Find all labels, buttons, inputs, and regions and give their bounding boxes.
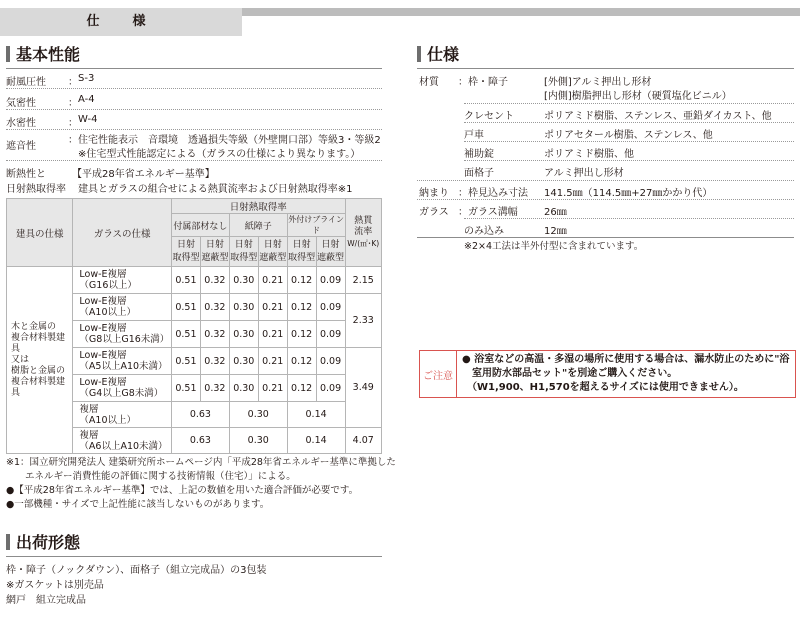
caution-line: 室用防水部品セット"を別途ご購入ください。 [462,368,678,379]
value-cell: 0.21 [258,267,287,294]
value-cell: 0.21 [258,321,287,348]
glass-range: （G16以上） [79,280,137,291]
sep: ： [68,118,78,129]
glass-range: （A5以上A10未満） [79,361,168,372]
page-title: 仕 様 [86,14,156,29]
fitting-line: 又は [11,354,30,365]
value-cell: 0.09 [316,321,345,348]
fitting-spec-cell [7,267,73,454]
glass-range: （A10以上） [79,307,137,318]
sub-header-text: 日射 [176,239,195,250]
insulation-value-1: 【平成28年省エネルギー基準】 [72,169,215,180]
value-cell: 0.51 [171,294,200,321]
material-label: 材質 [419,77,439,88]
sub-header [316,237,345,267]
value-cell: 0.09 [316,294,345,321]
value-cell: 0.30 [229,348,258,375]
glass-type: Low-E複層 [79,350,127,361]
sound-label: 遮音性 [6,141,36,152]
spec-value: ポリアミド樹脂、ステンレス、亜鉛ダイカスト、他 [544,111,772,122]
group-header: 外付けブラインド [288,215,344,235]
thermal-cell: 2.15 [345,267,381,294]
fitting-line: 木と金属の [11,321,57,332]
section-heading-text: 基本性能 [16,45,81,64]
sub-header-text: 取得型 [172,252,200,263]
value-cell: 0.51 [171,267,200,294]
wind-label: 耐風圧性 [6,77,46,88]
value-cell: 0.14 [287,402,345,428]
divider [417,237,794,238]
sound-value-1: 住宅性能表示 音環境 透過損失等級（外壁開口部）等級3・等級2 [78,135,381,146]
glass-cell [73,402,172,428]
divider [464,141,794,142]
heading-bar-icon [6,46,10,62]
col-header-thermal [345,199,381,267]
spec-sub: クレセント [464,111,514,122]
glass-type: 複層 [79,403,99,415]
col-header-glass: ガラスの仕様 [73,199,172,267]
sep: ： [68,77,78,88]
value-cell: 0.32 [200,294,229,321]
glass-label: ガラス [419,207,449,218]
spec-sub: 補助錠 [464,149,494,160]
insulation-value-2: 建具とガラスの組合せによる熱貫流率および日射熱取得率※1 [78,184,353,195]
material-sub: 枠・障子 [468,77,508,88]
value-cell: 0.09 [316,375,345,402]
glass-cell [73,321,172,348]
sub-header [200,237,229,267]
spec-value: ポリアセタール樹脂、ステンレス、他 [544,130,713,141]
shipping-line: 枠・障子（ノックダウン）、面格子（組立完成品）の3包装 [6,565,267,576]
shipping-line: ※ガスケットは別売品 [6,580,104,591]
thermal-unit: W/(㎡･K) [347,239,380,248]
sep: ： [458,207,468,218]
value-cell: 0.32 [200,267,229,294]
sep: ： [458,77,468,88]
performance-table [6,198,382,454]
spec-value: アルミ押出し形材 [544,168,624,179]
glass-cell [73,267,172,294]
section-heading-text: 仕様 [427,45,460,64]
thermal-cell: 4.07 [345,428,381,454]
material-value-1: [外側]アルミ押出し形材 [544,77,652,88]
footnote: ●【平成28年省エネルギー基準】では、上記の数値を用いた適合評価が必要です。 [6,485,359,496]
spec-sub: 面格子 [464,168,494,179]
sub-header-text: 日射 [263,239,282,250]
divider [464,218,794,219]
sub-header-text: 遮蔽型 [259,252,287,263]
sep: ： [458,188,468,199]
divider [464,103,794,104]
thermal-line: 熱貫 [354,216,373,226]
airtight-label: 気密性 [6,98,36,109]
glass-value: 26㎜ [544,207,567,218]
value-cell: 0.12 [287,348,316,375]
value-cell: 0.63 [171,402,229,428]
value-cell: 0.14 [287,428,345,454]
fitting-line: 複合材料製建具 [11,376,66,398]
insulation-label-2: 日射熱取得率 [6,184,66,195]
divider [6,68,382,69]
glass-type: Low-E複層 [79,296,127,307]
divider [6,160,382,161]
divider [417,199,794,200]
shipping-line: 網戸 組立完成品 [6,595,86,606]
sub-header [287,237,316,267]
glass-range: （G8以上G16未満） [79,334,170,345]
footnote: エネルギー消費性能の評価に関する技術情報（住宅）」による。 [6,471,296,482]
value-cell: 0.12 [287,294,316,321]
fitting-line: 複合材料製建具 [11,332,66,354]
divider [417,180,794,181]
airtight-value: A-4 [78,94,95,105]
group-header: 紙障子 [229,214,287,237]
spec-sub: 戸車 [464,130,484,141]
fit-sub: 枠見込み寸法 [468,188,528,199]
sep: ： [68,135,78,146]
section-heading-spec [417,44,459,66]
value-cell: 0.51 [171,348,200,375]
sub-header [258,237,287,267]
divider [6,109,382,110]
divider [464,160,794,161]
sub-header-text: 日射 [234,239,253,250]
watertight-value: W-4 [78,114,98,125]
sub-header-text: 遮蔽型 [317,252,345,263]
value-cell: 0.51 [171,321,200,348]
value-cell: 0.30 [229,428,287,454]
glass-range: （A6以上A10未満） [79,440,168,452]
thermal-cell: 2.33 [345,294,381,348]
value-cell: 0.09 [316,348,345,375]
value-cell: 0.30 [229,267,258,294]
material-value-2: [内側]樹脂押出し形材（硬質塩化ビニル） [544,91,732,102]
value-cell: 0.32 [200,375,229,402]
fitting-line: 樹脂と金属の [11,365,66,376]
section-heading-performance [6,44,80,66]
glass-note: ※2×4工法は半外付型に含まれています。 [464,241,644,252]
glass-sub: ガラス溝幅 [468,207,518,218]
divider [464,122,794,123]
caution-box [419,350,796,398]
sub-header [171,237,200,267]
thermal-line: 流率 [354,227,373,237]
glass-cell [73,294,172,321]
value-cell: 0.51 [171,375,200,402]
sub-header-text: 日射 [292,239,311,250]
sub-header-text: 遮蔽型 [201,252,229,263]
sep: ： [68,98,78,109]
value-cell: 0.12 [287,267,316,294]
glass-type: Low-E複層 [79,269,127,280]
value-cell: 0.21 [258,348,287,375]
glass-range: （A10以上） [79,414,137,426]
footnote: ※1：国立研究開発法人 建築研究所ホームページ内「平成28年省エネルギー基準に準拠した [6,457,396,468]
footnote: ●一部機種・サイズで上記性能に該当しないものがあります。 [6,499,270,510]
caution-body [462,353,792,395]
heading-bar-icon [6,534,10,550]
header-line [242,8,800,16]
page-header [0,8,800,36]
glass-cell [73,375,172,402]
fit-label: 納まり [419,188,449,199]
caution-line: ● 浴室などの高温・多湿の場所に使用する場合は、漏水防止のために"浴 [462,354,790,365]
glass-cell [73,428,172,454]
thermal-cell: 3.49 [345,348,381,428]
divider [6,556,382,557]
divider [6,129,382,130]
glass-type: Low-E複層 [79,323,127,334]
glass-value: 12㎜ [544,226,567,237]
value-cell: 0.63 [171,428,229,454]
value-cell: 0.21 [258,294,287,321]
value-cell: 0.21 [258,375,287,402]
fit-value: 141.5㎜（114.5㎜+27㎜かかり代） [544,188,713,199]
divider [417,68,794,69]
value-cell: 0.32 [200,348,229,375]
table-row [7,267,382,294]
value-cell: 0.12 [287,375,316,402]
group-header: 付属部材なし [171,214,229,237]
value-cell: 0.12 [287,321,316,348]
value-cell: 0.32 [200,321,229,348]
value-cell: 0.30 [229,402,287,428]
glass-type: 複層 [79,429,99,441]
glass-sub: のみ込み [464,226,504,237]
wind-value: S-3 [78,73,95,84]
caution-tag: ご注意 [420,351,457,397]
section-heading-shipping [6,532,80,554]
value-cell: 0.09 [316,267,345,294]
value-cell: 0.30 [229,321,258,348]
value-cell: 0.30 [229,375,258,402]
sound-value-2: ※住宅型式性能認定による（ガラスの仕様により異なります。） [78,149,361,160]
sub-header-text: 取得型 [288,252,316,263]
glass-type: Low-E複層 [79,377,127,388]
watertight-label: 水密性 [6,118,36,129]
glass-range: （G4以上G8未満） [79,388,164,399]
sub-header-text: 日射 [205,239,224,250]
heading-bar-icon [417,46,421,62]
col-header-solar: 日射熱取得率 [171,199,345,214]
spec-value: ポリアミド樹脂、他 [544,149,634,160]
value-cell: 0.30 [229,294,258,321]
divider [6,88,382,89]
sub-header-text: 取得型 [230,252,258,263]
col-header-fitting: 建具の仕様 [7,199,73,267]
caution-line: （W1,900、H1,570を超えるサイズには使用できません）。 [462,382,744,393]
insulation-label-1: 断熱性と [6,169,46,180]
section-heading-text: 出荷形態 [16,533,81,552]
sub-header [229,237,258,267]
sub-header-text: 日射 [321,239,340,250]
glass-cell [73,348,172,375]
